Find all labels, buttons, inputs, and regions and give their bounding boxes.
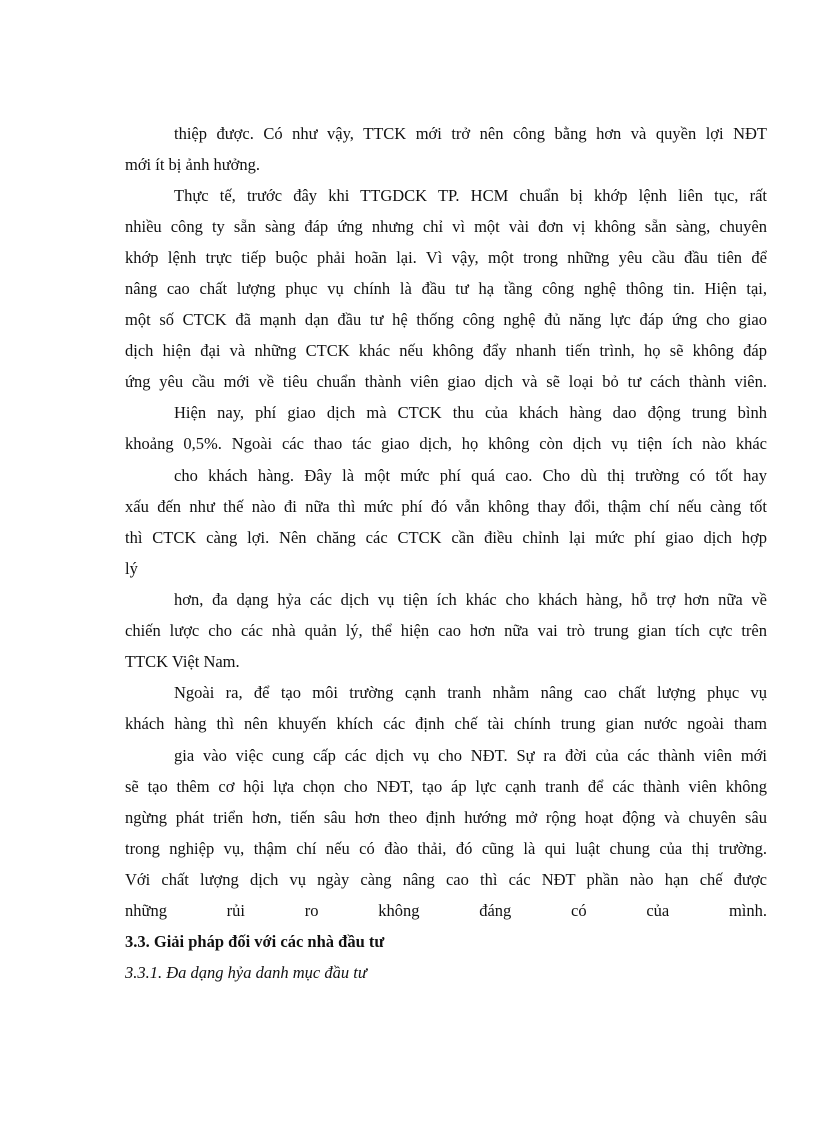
text-line: gia vào việc cung cấp các dịch vụ cho NĐT. Sự ra đời của các thành viên mới [174, 746, 767, 765]
text-line: mới ít bị ảnh hưởng. [125, 155, 261, 174]
text-line: nâng cao chất lượng phục vụ chính là đầu tư hạ tầng công nghệ thông tin. Hiện tại, [125, 279, 767, 298]
text-line: ngừng phát triển hơn, tiến sâu hơn theo định hướng mở rộng hoạt động và chuyên sâu [125, 808, 767, 827]
text-line: khớp lệnh trực tiếp buộc phải hoãn lại. Vì vậy, một trong những yêu cầu đầu tiên để [125, 248, 767, 267]
text-line: hơn, đa dạng hỷa các dịch vụ tiện ích khác cho khách hàng, hỗ trợ hơn nữa về [174, 590, 767, 609]
text-line: khoảng 0,5%. Ngoài các thao tác giao dịch, họ không còn dịch vụ tiện ích nào khác [125, 434, 767, 453]
text-line: TTCK Việt Nam. [125, 652, 240, 671]
text-line: sẽ tạo thêm cơ hội lựa chọn cho NĐT, tạo áp lực cạnh tranh để các thành viên không [125, 777, 767, 796]
text-line: trong nghiệp vụ, thậm chí nếu có đào thải, đó cũng là qui luật chung của thị trường. [125, 839, 767, 858]
text-line: cho khách hàng. Đây là một mức phí quá cao. Cho dù thị trường có tốt hay [174, 466, 767, 485]
text-line: dịch hiện đại và những CTCK khác nếu không đẩy nhanh tiến trình, họ sẽ không đáp [125, 341, 767, 360]
text-line: thì CTCK càng lợi. Nên chăng các CTCK cần điều chỉnh lại mức phí giao dịch hợp [125, 528, 767, 547]
text-line: khách hàng thì nên khuyến khích các định chế tài chính trung gian nước ngoài tham [125, 714, 767, 733]
subsection-heading: 3.3.1. Đa dạng hỷa danh mục đầu tư [125, 963, 367, 982]
text-line: một số CTCK đã mạnh dạn đầu tư hệ thống công nghệ đủ năng lực đáp ứng cho giao [125, 310, 767, 329]
text-line: chiến lược cho các nhà quản lý, thể hiện cao hơn nữa vai trò trung gian tích cực trên [125, 621, 767, 640]
text-line: những rủi ro không đáng có của mình. [125, 901, 767, 920]
text-line: Hiện nay, phí giao dịch mà CTCK thu của khách hàng dao động trung bình [174, 403, 767, 422]
text-line: thiệp được. Có như vậy, TTCK mới trở nên công bằng hơn và quyền lợi NĐT [174, 124, 767, 143]
text-line: lý [125, 559, 138, 578]
text-line: xấu đến như thế nào đi nữa thì mức phí đó vẫn không thay đổi, thậm chí nếu càng tốt [125, 497, 767, 516]
text-line: nhiều công ty sẵn sàng đáp ứng nhưng chỉ vì một vài đơn vị không sẵn sàng, chuyên [125, 217, 767, 236]
text-line: Thực tế, trước đây khi TTGDCK TP. HCM chuẩn bị khớp lệnh liên tục, rất [174, 186, 767, 205]
section-heading: 3.3. Giải pháp đối với các nhà đầu tư [125, 932, 385, 951]
text-line: Với chất lượng dịch vụ ngày càng nâng cao thì các NĐT phần nào hạn chế được [125, 870, 767, 889]
text-line: Ngoài ra, để tạo môi trường cạnh tranh nhằm nâng cao chất lượng phục vụ [174, 683, 767, 702]
text-line: ứng yêu cầu mới về tiêu chuẩn thành viên giao dịch và sẽ loại bỏ tư cách thành viên. [125, 372, 767, 391]
